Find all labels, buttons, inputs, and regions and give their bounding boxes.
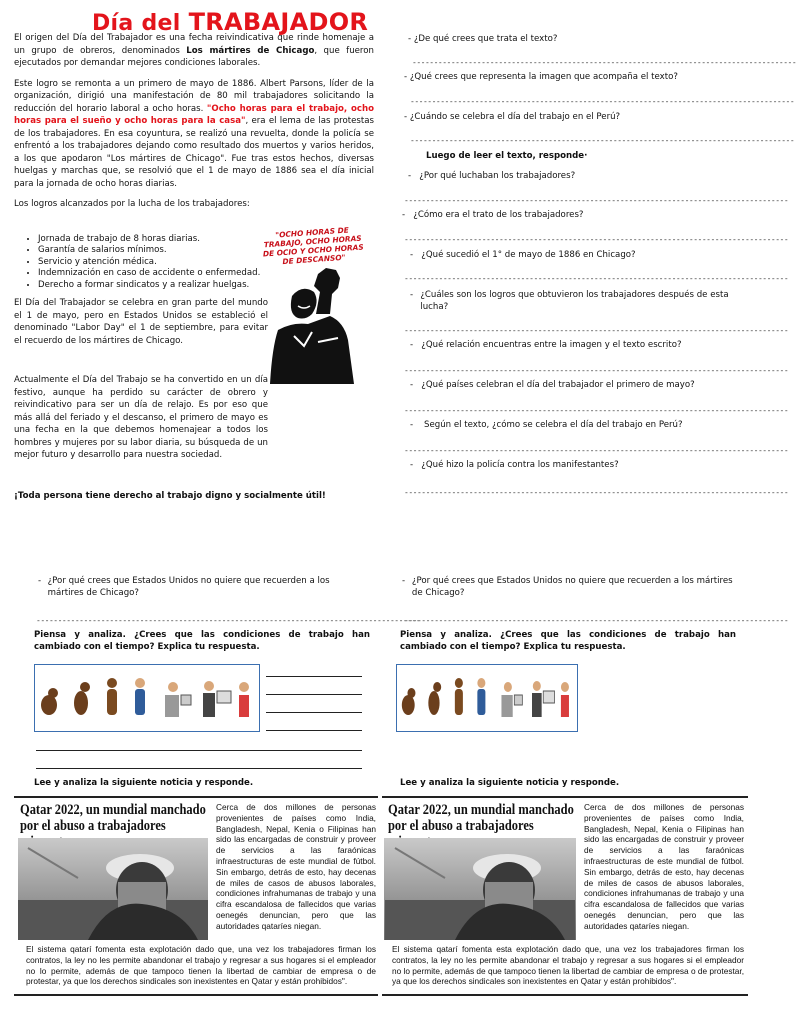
answer-line[interactable] xyxy=(36,768,362,769)
answer-line[interactable]: ----------------------------------------------------------------------------------------- xyxy=(412,58,796,67)
post-question-8: - ¿Qué hizo la policía contra los manifestantes? xyxy=(410,460,619,470)
answer-line[interactable] xyxy=(266,730,362,731)
closing-sentence: ¡Toda persona tiene derecho al trabajo digno y socialmente útil! xyxy=(14,491,326,501)
post-question-5: - ¿Qué relación encuentras entre la imagen y el texto escrito? xyxy=(410,340,682,350)
lee-prompt-right: Lee y analiza la siguiente noticia y responde. xyxy=(400,778,620,788)
news-headline: Qatar 2022, un mundial manchado por el abuso a trabajadores xyxy=(388,802,574,834)
answer-line[interactable] xyxy=(266,676,362,677)
pre-question-1: - ¿De qué crees que trata el texto? xyxy=(408,34,558,44)
answer-line[interactable] xyxy=(36,750,362,751)
news-photo-worker xyxy=(18,838,208,940)
piensa-prompt-left: Piensa y analiza. ¿Crees que las condiciones de trabajo han cambiado con el tiempo? Explica tu respuesta. xyxy=(34,630,370,652)
actualmente-paragraph: Actualmente el Día del Trabajo se ha convertido en un día festivo, aunque ha perdido su carácter de obrero y reivindicativo para ser un día de relajo. Es por eso que más allá del feriado y el descanso, el primero de mayo es una fecha en la que debemos homenajear a todos los hombres y mujeres por su labor diaria, su búsqueda de un mejor futuro y desarrollo para nuestra sociedad. xyxy=(14,375,268,460)
piensa-prompt-right: Piensa y analiza. ¿Crees que las condiciones de trabajo han cambiado con el tiempo? Explica tu respuesta. xyxy=(400,630,736,652)
answer-line[interactable]: ----------------------------------------------------------------------------------------- xyxy=(410,136,795,145)
answer-line[interactable]: ----------------------------------------------------------------------------------------- xyxy=(404,406,789,415)
masked-worker-photo-icon xyxy=(384,838,576,940)
list-item: • Derecho a formar sindicatos y a realizar huelgas. xyxy=(38,280,288,291)
news-card-right xyxy=(382,796,748,798)
post-question-2: - ¿Cómo era el trato de los trabajadores? xyxy=(402,210,584,220)
news-card-bottom-rule xyxy=(382,994,748,996)
evolution-strip-left xyxy=(34,664,260,732)
answer-line[interactable]: ----------------------------------------------------------------------------------------- xyxy=(404,235,789,244)
masked-worker-photo-icon xyxy=(18,838,208,940)
evolution-of-work-icon xyxy=(397,665,577,731)
answer-line[interactable]: ----------------------------------------------------------------------------------------- xyxy=(404,616,789,625)
answer-line[interactable]: ----------------------------------------------------------------------------------------- xyxy=(404,326,789,335)
answer-line[interactable]: ----------------------------------------------------------------------------------------- xyxy=(404,274,789,283)
answer-line[interactable]: ----------------------------------------------------------------------------------------- xyxy=(404,488,789,497)
logros-list xyxy=(20,234,288,291)
list-item: • Indemnización en caso de accidente o enfermedad. xyxy=(38,268,288,279)
answer-line[interactable]: ----------------------------------------------------------------------------------------- xyxy=(36,616,421,625)
news-photo-worker xyxy=(384,838,576,940)
intro-text xyxy=(14,32,374,211)
lee-prompt-left: Lee y analiza la siguiente noticia y responde. xyxy=(34,778,254,788)
evolution-of-work-icon xyxy=(35,665,259,731)
news-card-left xyxy=(14,796,378,798)
news-card-bottom-rule xyxy=(14,994,378,996)
usa-question-right: - ¿Por qué crees que Estados Unidos no quiere que recuerden a los mártires de Chicago? xyxy=(402,576,733,598)
news-footer-text: El sistema qatarí fomenta esta explotación dado que, una vez los trabajadores firman los contratos, la ley no les permite abandonar el trabajo y regresar a sus hogares si el empleador no lo permite, además de que tampoco tienen la libertad de cambiar de empresa o de protestar, ya que los derechos sindicales son inexistentes en Qatar y están prohibidos". xyxy=(26,944,376,987)
news-body-text: Cerca de dos millones de personas provenientes de países como India, Bangladesh, Nepal, Kenia o Filipinas han sido las encargadas de construir y proveer de servicios a las faraónicas infraestructuras de este mundial de fútbol. Sin embargo, detrás de esto, hay decenas de miles de casos de abusos laborales, condiciones infrahumanas de trabajo y una cifra escandalosa de fallecidos que varias oenegés denuncian, pero que las autoridades qataríes niegan. xyxy=(584,802,744,931)
after-reading-heading: Luego de leer el texto, responde· xyxy=(426,151,588,161)
news-footer-text: El sistema qatarí fomenta esta explotación dado que, una vez los trabajadores firman los contratos, la ley no les permite abandonar el trabajo y regresar a sus hogares si el empleador no lo permite, además de que tampoco tienen la libertad de cambiar de empresa o de protestar, ya que los derechos sindicales son inexistentes en Qatar y están prohibidos". xyxy=(392,944,744,987)
answer-line[interactable]: ----------------------------------------------------------------------------------------- xyxy=(404,446,789,455)
labor-day-paragraph: El Día del Trabajador se celebra en gran parte del mundo el 1 de mayo, pero en Estados Unidos se estableció el denominado "Labor Day" el 1 de septiembre, para evitar el recuerdo de los mártires de Chicago. xyxy=(14,298,268,346)
answer-line[interactable] xyxy=(266,712,362,713)
raised-fist-worker-icon xyxy=(258,266,368,386)
post-question-3: - ¿Qué sucedió el 1° de mayo de 1886 en Chicago? xyxy=(410,250,636,260)
answer-line[interactable]: ----------------------------------------------------------------------------------------- xyxy=(404,196,789,205)
post-question-1: - ¿Por qué luchaban los trabajadores? xyxy=(408,171,576,181)
intro-paragraph-1: El origen del Día del Trabajador es una fecha reivindicativa que rinde homenaje a un grupo de obreros, denominados Los mártires de Chicago, que fueron ejecutados por demandar mejores condiciones laborales. xyxy=(14,33,374,68)
list-item: • Garantía de salarios mínimos. xyxy=(38,245,288,256)
post-question-6: - ¿Qué países celebran el día del trabajador el primero de mayo? xyxy=(410,380,695,390)
usa-question-left: - ¿Por qué crees que Estados Unidos no quiere que recuerden a los mártires de Chicago? xyxy=(38,576,330,598)
news-body-text: Cerca de dos millones de personas provenientes de países como India, Bangladesh, Nepal, Kenia o Filipinas han sido las encargadas de construir y proveer de servicios a las faraónicas infraestructuras de este mundial de fútbol. Sin embargo, detrás de esto, hay decenas de miles de casos de abusos laborales, condiciones infrahumanas de trabajo y una cifra escandalosa de fallecidos que varias oenegés denuncian, pero que las autoridades qataríes niegan. xyxy=(216,802,376,931)
list-item: • Jornada de trabajo de 8 horas diarias. xyxy=(38,234,288,245)
pre-question-3: - ¿Cuándo se celebra el día del trabajo en el Perú? xyxy=(404,112,621,122)
logros-heading: Los logros alcanzados por la lucha de los trabajadores: xyxy=(14,199,250,209)
worker-poster-illustration xyxy=(258,225,368,388)
post-question-4: - ¿Cuáles son los logros que obtuvieron los trabajadores después de esta lucha? xyxy=(410,290,729,312)
post-question-7: - Según el texto, ¿cómo se celebra el día del trabajo en Perú? xyxy=(410,420,683,430)
pre-question-2: - ¿Qué crees que representa la imagen que acompaña el texto? xyxy=(404,72,678,82)
page-title: Día del TRABAJADOR xyxy=(92,8,369,36)
list-item: • Servicio y atención médica. xyxy=(38,257,288,268)
intro-paragraph-2: Este logro se remonta a un primero de mayo de 1886. Albert Parsons, líder de la organización, dirigió una manifestación de 80 mil trabajadores solicitando la reducción del horario laboral a ocho horas. "Ocho horas para el trabajo, ocho horas para el sueño y ocho horas para la casa", era el lema de las protestas de los trabajadores. En esa coyuntura, se realizó una revuelta, donde la policía se enfrentó a los trabajadores dejando como resultado dos muertos y varios heridos, a los que apodaron "Los mártires de Chicago". Fue tras estos hechos, diversas huelgas y marchas que, se resolvió que el 1 de mayo de 1886 sea el día inicial para la jornada de ocho horas diarias. xyxy=(14,78,375,189)
news-headline: Qatar 2022, un mundial manchado por el abuso a trabajadores xyxy=(20,802,206,834)
answer-line[interactable]: ----------------------------------------------------------------------------------------- xyxy=(404,366,789,375)
answer-line[interactable]: ----------------------------------------------------------------------------------------- xyxy=(410,97,795,106)
poster-slogan: "OCHO HORAS DE TRABAJO, OCHO HORAS DE OCIO Y OCHO HORAS DE DESCANSO" xyxy=(262,225,364,267)
evolution-strip-right xyxy=(396,664,578,732)
answer-line[interactable] xyxy=(266,694,362,695)
